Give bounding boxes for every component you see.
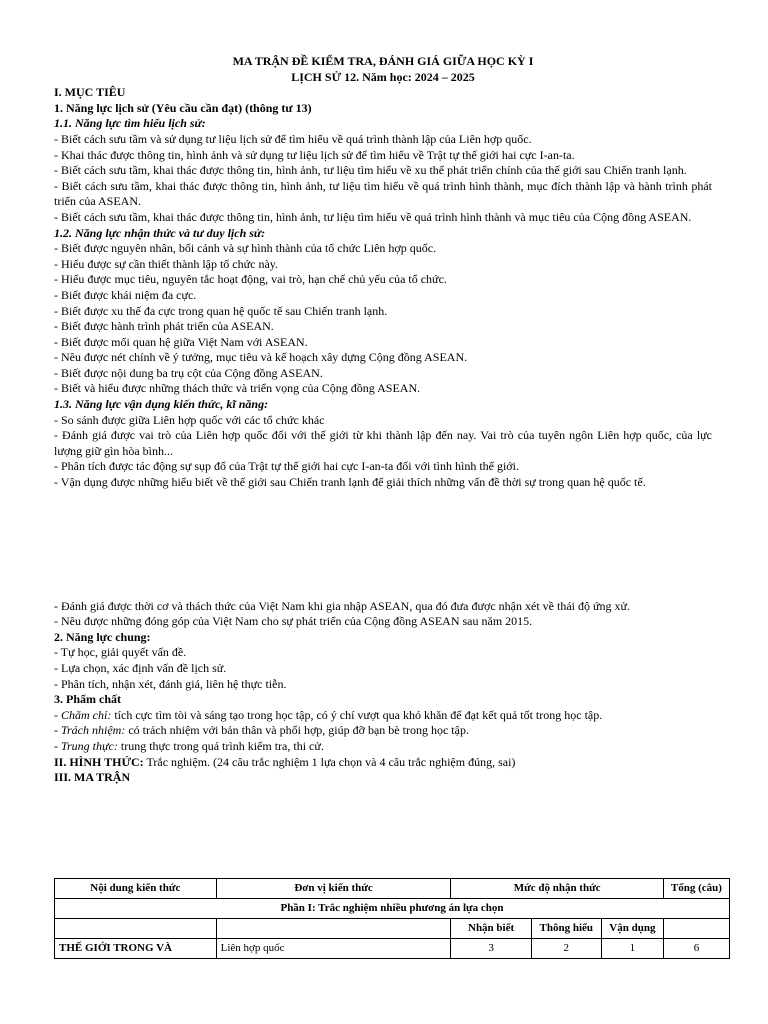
subheading-1-1: 1.1. Năng lực tìm hiểu lịch sử: — [54, 116, 206, 131]
cell-total: 6 — [663, 938, 729, 958]
list-item: - Biết và hiểu được những thách thức và triển vọng của Cộng đồng ASEAN. — [54, 381, 421, 396]
section-heading-form: II. HÌNH THỨC: — [54, 754, 144, 769]
list-item: - So sánh được giữa Liên hợp quốc với các tổ chức khác — [54, 412, 325, 427]
empty-cell — [55, 918, 217, 938]
table-part-row — [55, 898, 730, 918]
list-item: - Biết cách sưu tầm và sử dụng tư liệu lịch sử để tìm hiểu về quá trình thành lập của Liên hợp quốc. — [54, 131, 532, 146]
document-page — [54, 54, 722, 959]
list-item — [54, 708, 712, 724]
cell-know: 3 — [451, 938, 531, 958]
list-item: - Nêu được những đóng góp của Việt Nam cho sự phát triển của Cộng đồng ASEAN sau năm 2015. — [54, 614, 533, 629]
empty-cell — [663, 918, 729, 938]
header-know: Nhận biết — [451, 918, 531, 938]
quality-label: - Trung thực: — [54, 738, 118, 753]
list-3 — [54, 708, 712, 755]
list-item: - Hiểu được mục tiêu, nguyên tắc hoạt động, vai trò, hạn chế chủ yếu của tổ chức. — [54, 272, 447, 287]
table-row — [55, 938, 730, 958]
section-form — [54, 755, 712, 771]
list-2 — [54, 645, 712, 692]
header-content: Nội dung kiến thức — [55, 878, 217, 898]
list-item: - Khai thác được thông tin, hình ảnh và sử dụng tư liệu lịch sử để tìm hiểu về Trật tự thế giới hai cực I-an-ta. — [54, 147, 575, 162]
page-subtitle: LỊCH SỬ 12. Năm học: 2024 – 2025 — [291, 69, 475, 84]
cell-content: THẾ GIỚI TRONG VÀ — [55, 938, 217, 958]
list-1-2 — [54, 241, 712, 397]
list-1-1 — [54, 132, 712, 226]
list-item: - Hiểu được sự cần thiết thành lập tổ chức này. — [54, 256, 279, 271]
header-unit: Đơn vị kiến thức — [216, 878, 451, 898]
list-item: - Biết được nội dung ba trụ cột của Cộng đồng ASEAN. — [54, 365, 323, 380]
list-item: - Biết được hành trình phát triển của ASEAN. — [54, 319, 274, 334]
list-item: - Biết cách sưu tầm, khai thác được thông tin, hình ảnh, tư liệu tìm hiểu về quá trình hình thành, mục đích thành lập và hành trình phát triển của ASEAN. — [54, 178, 712, 209]
list-item: - Biết cách sưu tầm, khai thác được thông tin, hình ảnh, tư liệu tìm hiểu về xu thế phát triển chính của thế giới sau Chiến tranh lạnh. — [54, 163, 687, 178]
list-item — [54, 739, 712, 755]
header-apply: Vận dụng — [601, 918, 663, 938]
list-item: - Tự học, giải quyết vấn đề. — [54, 645, 187, 660]
subheading-1-2: 1.2. Năng lực nhận thức và tư duy lịch sử: — [54, 225, 266, 240]
quality-text: tích cực tìm tòi và sáng tạo trong học tập, có ý chí vượt qua khó khăn để đạt kết quả tốt trong học tập. — [111, 707, 603, 722]
cell-understand: 2 — [531, 938, 601, 958]
list-item: - Biết được khái niệm đa cực. — [54, 287, 197, 302]
list-item — [54, 723, 712, 739]
list-item: - Vận dụng được những hiểu biết về thế giới sau Chiến tranh lạnh để giải thích những vấn đề thời sự trong quan hệ quốc tế. — [54, 475, 646, 490]
section-form-text: Trắc nghiệm. (24 câu trắc nghiệm 1 lựa chọn và 4 câu trắc nghiệm đúng, sai) — [143, 754, 516, 769]
list-item: - Lựa chọn, xác định vấn đề lịch sử. — [54, 661, 227, 675]
header-understand: Thông hiểu — [531, 918, 601, 938]
subheading-general-competence: 2. Năng lực chung: — [54, 629, 151, 644]
quality-text: có trách nhiệm với bản thân và phối hợp, giúp đỡ bạn bè trong học tập. — [125, 723, 469, 738]
page-title: MA TRẬN ĐỀ KIỂM TRA, ĐÁNH GIÁ GIỮA HỌC KỲ I — [232, 54, 534, 68]
list-item: - Biết cách sưu tầm, khai thác được thông tin, hình ảnh, tư liệu tìm hiểu về quá trình hình thành và mục tiêu của Cộng đồng ASEAN. — [54, 209, 692, 224]
quality-label: - Chăm chỉ: — [54, 707, 112, 722]
table-header-row — [55, 878, 730, 898]
header-level: Mức độ nhận thức — [451, 878, 663, 898]
list-item: - Đánh giá được vai trò của Liên hợp quốc đối với thế giới từ khi thành lập đến nay. Vai trò của tuyên ngôn Liên hợp quốc, của lực lượng giữ gìn hòa bình... — [54, 428, 712, 458]
matrix-table — [54, 878, 730, 959]
cell-apply: 1 — [601, 938, 663, 958]
list-1-3-continued — [54, 599, 712, 630]
cell-unit: Liên hợp quốc — [216, 938, 451, 958]
list-item: - Đánh giá được thời cơ và thách thức của Việt Nam khi gia nhập ASEAN, qua đó đưa được nhận xét về thái độ ứng xử. — [54, 598, 630, 613]
blank-space — [54, 786, 712, 878]
section-heading-matrix: III. MA TRẬN — [54, 770, 131, 785]
list-item: - Phân tích, nhận xét, đánh giá, liên hệ thực tiễn. — [54, 676, 287, 691]
subheading-1-3: 1.3. Năng lực vận dụng kiến thức, kĩ năng: — [54, 397, 269, 412]
list-item: - Biết được xu thế đa cực trong quan hệ quốc tế sau Chiến tranh lạnh. — [54, 303, 388, 318]
header-total: Tổng (câu) — [663, 878, 729, 898]
subheading-qualities: 3. Phẩm chất — [54, 692, 121, 707]
list-item: - Biết được nguyên nhân, bối cảnh và sự hình thành của tổ chức Liên hợp quốc. — [54, 241, 437, 256]
list-item: - Phân tích được tác động sự sụp đổ của Trật tự thế giới hai cực I-an-ta đối với tình hình thế giới. — [54, 459, 519, 474]
section-heading-objectives: I. MỤC TIÊU — [54, 85, 126, 100]
table-subheader-row — [55, 918, 730, 938]
subheading-history-competence: 1. Năng lực lịch sử (Yêu cầu cần đạt) (thông tư 13) — [54, 100, 312, 115]
quality-label: - Trách nhiệm: — [54, 723, 126, 738]
empty-cell — [216, 918, 451, 938]
quality-text: trung thực trong quá trình kiểm tra, thi cử. — [117, 738, 324, 753]
part-label: Phần I: Trắc nghiệm nhiều phương án lựa chọn — [55, 898, 730, 918]
list-1-3 — [54, 413, 712, 491]
blank-space — [54, 491, 712, 599]
list-item: - Biết được mối quan hệ giữa Việt Nam với ASEAN. — [54, 334, 308, 349]
list-item: - Nêu được nét chính về ý tưởng, mục tiêu và kế hoạch xây dựng Cộng đồng ASEAN. — [54, 350, 468, 365]
